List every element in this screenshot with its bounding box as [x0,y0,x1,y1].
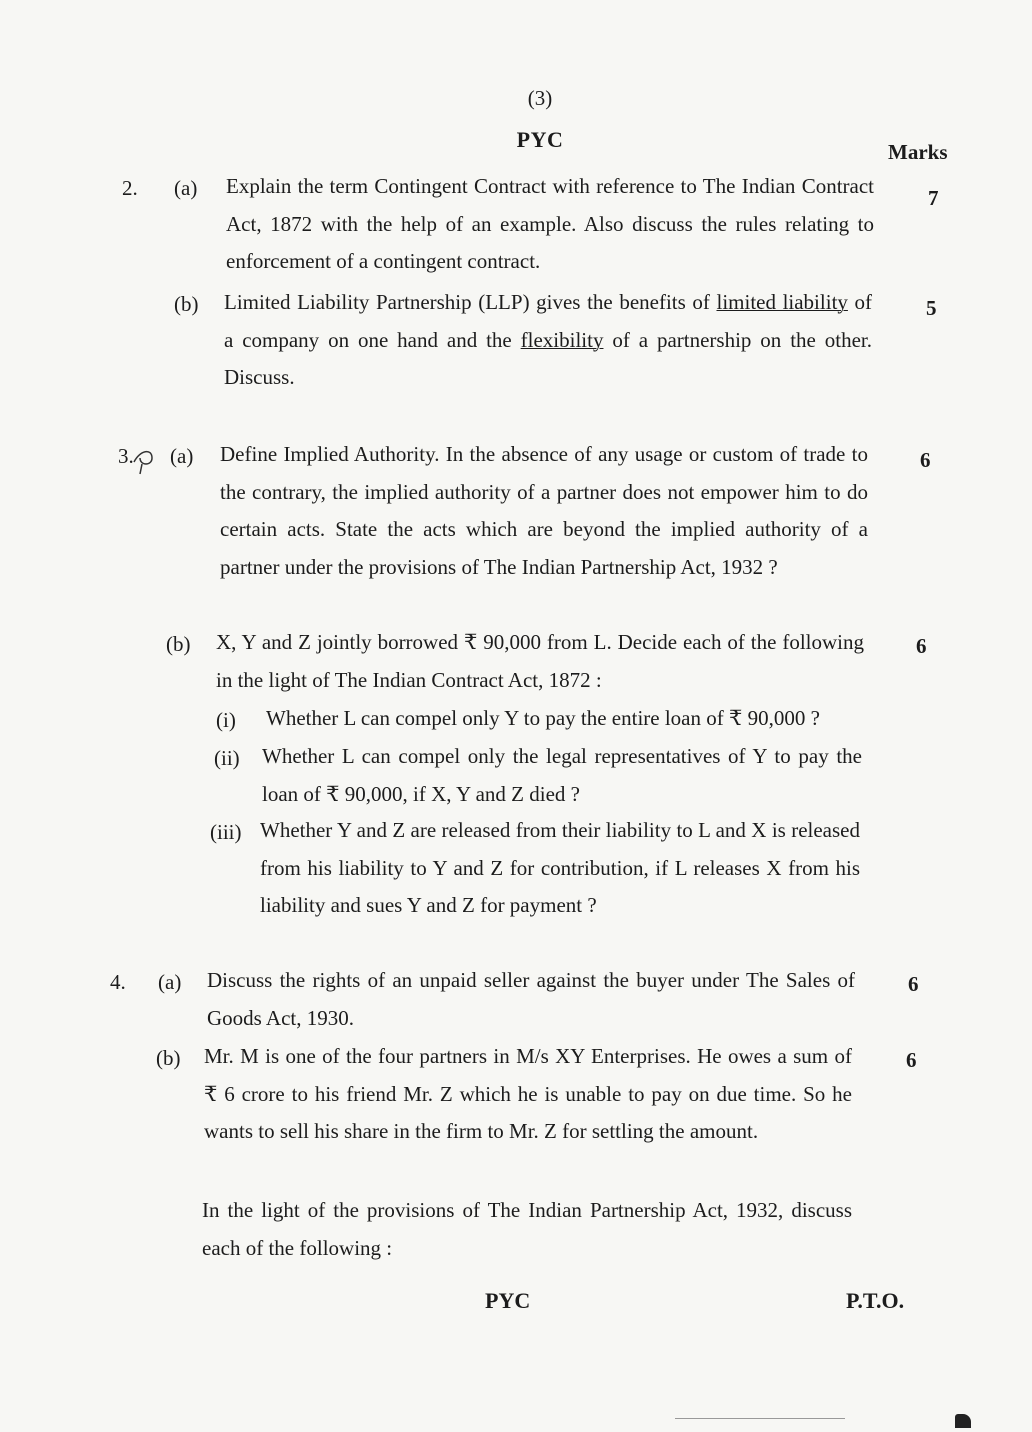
page-number: (3) [527,86,553,110]
question-2b-underlined-limited-liability: limited liability [716,290,848,314]
question-4b-text: Mr. M is one of the four partners in M/s XY Enterprises. He owes a sum of ₹ 6 crore to his friend Mr. Z which he is unable to pay on due time. So he wants to sell his share in the firm to Mr. Z for settling the amount. [204,1044,852,1143]
question-2b-underlined-flexibility: flexibility [520,327,604,352]
question-2a-label: (a) [174,176,198,200]
question-2b-label: (b) [174,292,199,316]
question-4a-label: (a) [158,970,182,994]
question-3-number: 3. [118,444,134,468]
question-2b-text-part-2: of a company on one hand and the [224,290,872,352]
question-2a-marks: 7 [928,186,939,210]
question-3b-marks: 6 [916,634,927,658]
question-2a-text: Explain the term Contingent Contract with reference to The Indian Contract Act, 1872 with the help of an example. Also discuss the rules relating to enforcement of a contingent contract. [226,174,874,273]
pto-label: P.T.O. [846,1288,905,1313]
marks-heading: Marks [888,140,948,164]
paper-code-footer: PYC [485,1288,531,1313]
question-2b-text-part-1: Limited Liability Partnership (LLP) gives the benefits of [224,290,717,314]
question-2b-text-part-3: of a partnership on the other. Discuss. [224,327,872,389]
question-3a-label: (a) [170,444,194,468]
question-3b-label: (b) [166,632,191,656]
question-3b-iii-label: (iii) [210,820,242,844]
question-4a-text: Discuss the rights of an unpaid seller against the buyer under The Sales of Goods Act, 1930. [207,968,855,1030]
question-2b-marks: 5 [926,296,937,320]
question-4a-marks: 6 [908,972,919,996]
question-3b-i-label: (i) [216,708,236,732]
question-2b-text [224,284,872,397]
question-4b-label: (b) [156,1046,181,1070]
scan-artifact-mark [955,1414,971,1428]
scan-artifact-line [675,1418,845,1419]
question-3b-iii-text: Whether Y and Z are released from their liability to L and X is released from his liability to Y and Z for contribution, if L releases X from his liability and sues Y and Z for payment ? [260,818,860,917]
question-3a-marks: 6 [920,448,931,472]
question-3b-ii-label: (ii) [214,746,240,770]
question-3b-ii-text: Whether L can compel only the legal representatives of Y to pay the loan of ₹ 90,000, if X, Y and Z died ? [262,744,862,806]
question-4-number: 4. [110,970,126,994]
question-3b-i-text: Whether L can compel only Y to pay the entire loan of ₹ 90,000 ? [266,706,820,730]
question-2-number: 2. [122,176,138,200]
question-4b-continuation: In the light of the provisions of The Indian Partnership Act, 1932, discuss each of the following : [202,1198,852,1260]
question-3a-text: Define Implied Authority. In the absence of any usage or custom of trade to the contrary, the implied authority of a partner does not empower him to do certain acts. State the acts which are beyond the implied authority of a partner under the provisions of The Indian Partnership Act, 1932 ? [220,442,868,579]
question-4b-marks: 6 [906,1048,917,1072]
question-3b-text: X, Y and Z jointly borrowed ₹ 90,000 from L. Decide each of the following in the light of The Indian Contract Act, 1872 : [216,630,864,692]
handwritten-tick-mark [130,442,160,476]
paper-code-header: PYC [516,127,564,152]
